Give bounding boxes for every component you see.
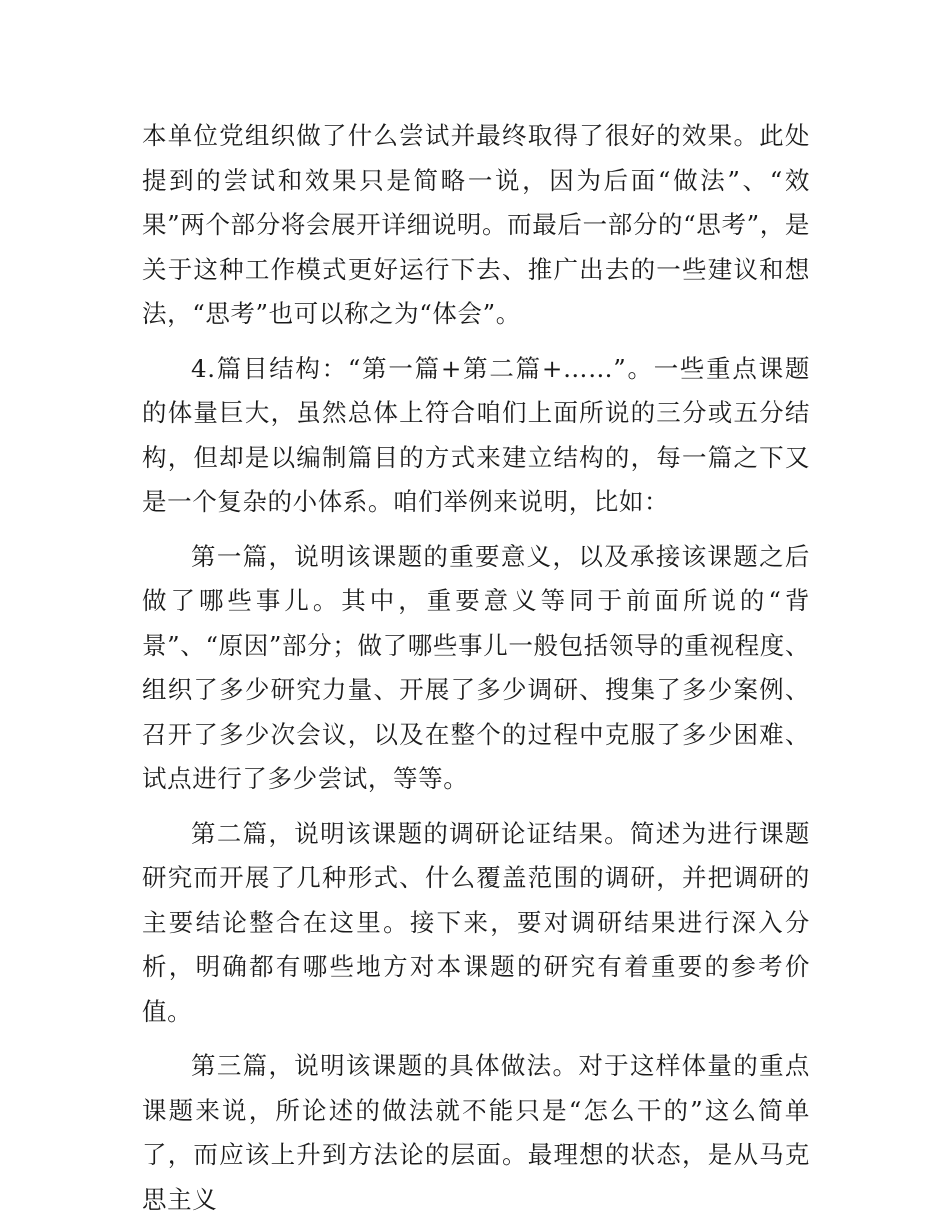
paragraph-third-chapter: 第三篇，说明该课题的具体做法。对于这样体量的重点课题来说，所论述的做法就不能只是“怎么干的”这么简单了，而应该上升到方法论的层面。最理想的状态，是从马克思主义	[142, 1051, 810, 1214]
paragraph-structure-item-4: 4.篇目结构：“第一篇+第二篇+……”。一些重点课题的体量巨大，虽然总体上符合咱们上面所说的三分或五分结构，但却是以编制篇目的方式来建立结构的，每一篇之下又是一个复杂的小体系。咱们举例来说明，比如：	[142, 353, 810, 516]
paragraph-continuation: 本单位党组织做了什么尝试并最终取得了很好的效果。此处提到的尝试和效果只是简略一说，因为后面“做法”、“效果”两个部分将会展开详细说明。而最后一部分的“思考”，是关于这种工作模式更好运行下去、推广出去的一些建议和想法，“思考”也可以称之为“体会”。	[142, 121, 810, 328]
document-body	[142, 114, 810, 1222]
paragraph-first-chapter: 第一篇，说明该课题的重要意义，以及承接该课题之后做了哪些事儿。其中，重要意义等同于前面所说的“背景”、“原因”部分；做了哪些事儿一般包括领导的重视程度、组织了多少研究力量、开展了多少调研、搜集了多少案例、召开了多少次会议，以及在整个的过程中克服了多少困难、试点进行了多少尝试，等等。	[142, 541, 810, 793]
paragraph-second-chapter: 第二篇，说明该课题的调研论证结果。简述为进行课题研究而开展了几种形式、什么覆盖范围的调研，并把调研的主要结论整合在这里。接下来，要对调研结果进行深入分析，明确都有哪些地方对本课题的研究有着重要的参考价值。	[142, 818, 810, 1026]
